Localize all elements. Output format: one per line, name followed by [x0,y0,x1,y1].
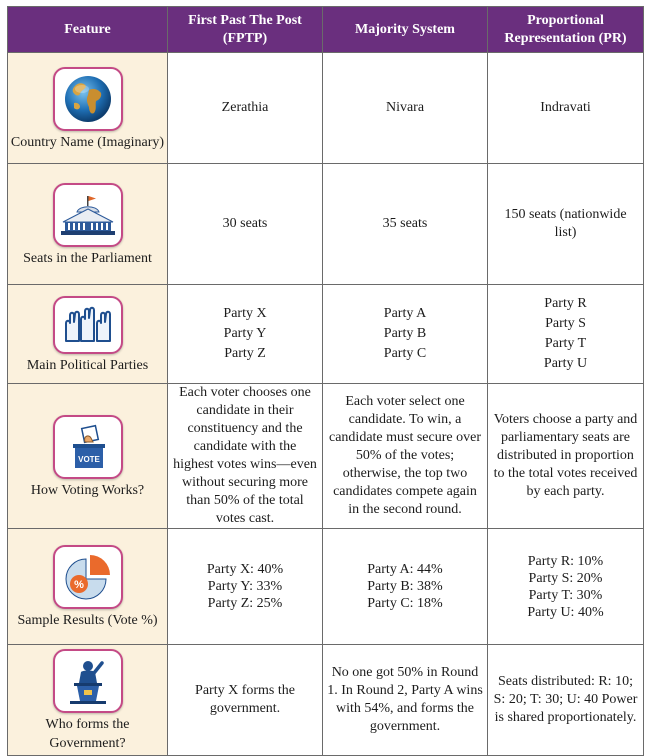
table-row [8,384,644,529]
parliament-building-icon [53,183,123,247]
party-item: Party T [544,336,587,351]
header-row [8,7,644,53]
fptp-parties-cell [168,285,323,384]
majority-parties-cell [323,285,488,384]
electoral-systems-table [7,6,644,756]
feature-label: Who forms the Government? [45,717,130,751]
table-row [8,164,644,285]
feature-cell-government [8,645,168,756]
majority-voting-cell: Each voter select one candidate. To win, a candidate must secure over 50% of the votes; otherwise, the top two candidates compete again in the second round. [323,384,488,529]
result-item: Party Z: 25% [207,596,283,611]
result-item: Party T: 30% [528,587,603,603]
party-item: Party R [544,296,587,311]
pr-seats-cell: 150 seats (nationwide list) [488,164,644,285]
result-item: Party X: 40% [206,562,284,577]
result-item: Party A: 44% [367,562,443,577]
result-item: Party R: 10% [527,553,604,569]
result-item: Party C: 18% [367,596,443,611]
table-row [8,285,644,384]
fptp-government-cell: Party X forms the government. [168,645,323,756]
result-item: Party B: 38% [367,579,443,594]
feature-label: Seats in the Parliament [23,250,152,266]
pr-government-cell: Seats distributed: R: 10; S: 20; T: 30; U: 40 Power is shared proportionately. [488,645,644,756]
feature-cell-seats [8,164,168,285]
party-item: Party X [223,306,267,321]
party-item: Party B [383,326,427,341]
result-item: Party Y: 33% [207,579,283,594]
table-row [8,529,644,645]
pr-parties-cell [488,285,644,384]
feature-cell-parties [8,285,168,384]
ballot-box-text: VOTE [77,454,100,464]
table-row [8,53,644,164]
feature-label: Country Name (Imaginary) [10,134,165,150]
svg-text:%: % [73,579,84,591]
pr-country-cell: Indravati [488,53,644,164]
party-item: Party S [545,316,586,331]
fptp-seats-cell: 30 seats [168,164,323,285]
feature-cell-voting [8,384,168,529]
fptp-results-cell [168,529,323,645]
feature-label: Sample Results (Vote %) [17,613,158,628]
fptp-country-cell: Zerathia [168,53,323,164]
party-item: Party C [383,346,427,361]
pr-results-cell [488,529,644,645]
majority-government-cell: No one got 50% in Round 1. In Round 2, Party A wins with 54%, and forms the government. [323,645,488,756]
feature-cell-country [8,53,168,164]
header-feature: Feature [8,7,168,53]
header-fptp: First Past The Post (FPTP) [168,7,323,53]
result-item: Party S: 20% [528,570,603,586]
majority-results-cell [323,529,488,645]
feature-cell-results [8,529,168,645]
fptp-voting-cell: Each voter chooses one candidate in their constituency and the candidate with the highest votes wins—even without securing more than 50% of the total votes cast. [168,384,323,529]
table-row [8,645,644,756]
speaker-podium-icon [53,649,123,713]
majority-country-cell: Nivara [323,53,488,164]
party-item: Party Z [224,346,266,361]
result-item: Party U: 40% [527,604,604,620]
party-item: Party Y [223,326,267,341]
ballot-box-icon [53,415,123,479]
feature-label: Main Political Parties [26,357,149,373]
header-majority: Majority System [323,7,488,53]
raised-hands-icon [53,296,123,354]
pr-voting-cell: Voters choose a party and parliamentary seats are distributed in proportion to the total votes received by each party. [488,384,644,529]
party-item: Party A [383,306,427,321]
feature-label: How Voting Works? [30,482,145,498]
header-pr: Proportional Representation (PR) [488,7,644,53]
party-item: Party U [543,356,588,371]
globe-icon [53,67,123,131]
majority-seats-cell: 35 seats [323,164,488,285]
pie-chart-icon [53,545,123,609]
